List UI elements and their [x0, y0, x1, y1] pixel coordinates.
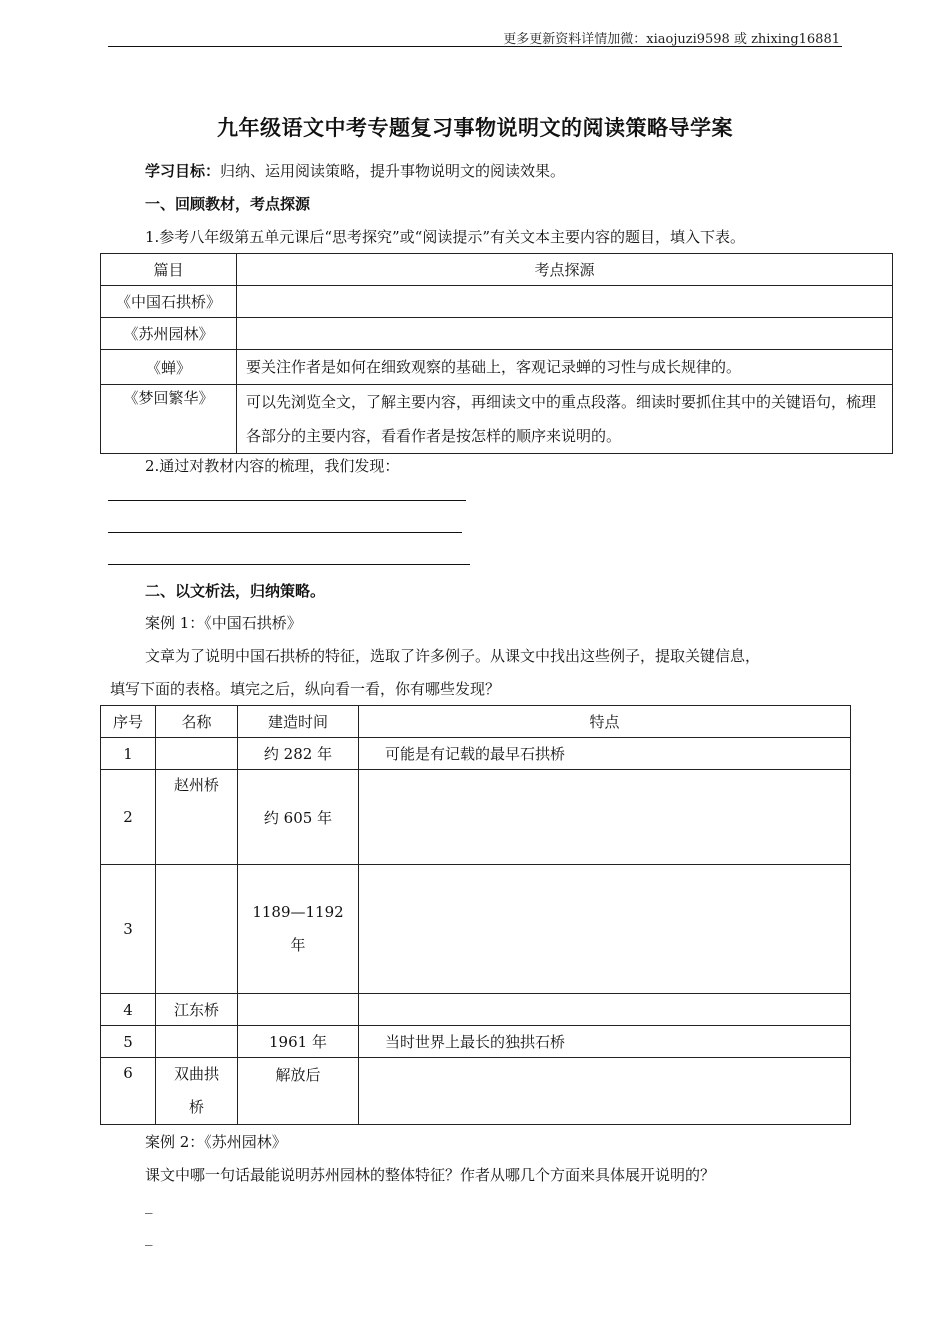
feature-cell: 当时世界上最长的独拱石桥	[359, 1026, 851, 1058]
table-header-row	[101, 254, 893, 286]
section2-heading: 二、以文析法，归纳策略。	[145, 582, 326, 600]
row-number: 1	[101, 738, 156, 770]
fill-in-cell[interactable]	[237, 318, 893, 350]
section1-question1: 1.参考八年级第五单元课后“思考探究”或“阅读提示”有关文本主要内容的题目，填入下表。	[145, 228, 745, 246]
answer-blank[interactable]: _	[145, 1196, 153, 1214]
answer-line[interactable]	[108, 500, 466, 501]
answer-line[interactable]	[108, 564, 470, 565]
row-number: 4	[101, 994, 156, 1026]
build-time-cell[interactable]	[238, 994, 359, 1026]
feature-cell[interactable]	[359, 1058, 851, 1125]
page-title: 九年级语文中考专题复习事物说明文的阅读策略导学案	[217, 116, 733, 140]
bridge-name-cell	[156, 1058, 238, 1125]
row-number: 3	[101, 865, 156, 994]
section1-question2: 2.通过对教材内容的梳理，我们发现：	[145, 457, 400, 475]
build-time-line1: 1189—1192	[252, 903, 344, 921]
header-cell: 篇目	[101, 254, 237, 286]
answer-line[interactable]	[108, 532, 462, 533]
text-title-cell: 《蝉》	[101, 350, 237, 385]
build-time-cell: 约 282 年	[238, 738, 359, 770]
feature-cell[interactable]	[359, 994, 851, 1026]
bridge-name-line2: 桥	[188, 1098, 204, 1116]
feature-cell[interactable]	[359, 770, 851, 865]
bridge-name-line1: 双曲拱	[173, 1065, 219, 1083]
case2-question: 课文中哪一句话最能说明苏州园林的整体特征？作者从哪几个方面来具体展开说明的？	[145, 1166, 716, 1184]
header-cell: 特点	[359, 706, 851, 738]
header-divider	[108, 46, 842, 47]
build-time-cell: 约 605 年	[238, 770, 359, 865]
content-cell: 可以先浏览全文，了解主要内容，再细读文中的重点段落。细读时要抓住其中的关键语句，梳理各部分的主要内容，看看作者是按怎样的顺序来说明的。	[237, 385, 893, 454]
case1-label: 案例 1：《中国石拱桥》	[145, 614, 302, 632]
header-cell: 名称	[156, 706, 238, 738]
content-cell: 要关注作者是如何在细致观察的基础上，客观记录蝉的习性与成长规律的。	[237, 350, 893, 385]
header-cell: 序号	[101, 706, 156, 738]
section1-heading: 一、回顾教材，考点探源	[145, 195, 311, 213]
table-header-row	[101, 706, 851, 738]
fill-in-cell[interactable]	[237, 286, 893, 318]
bridge-name-cell: 赵州桥	[156, 770, 238, 865]
build-time-line2: 年	[290, 936, 306, 954]
text-title-cell: 《苏州园林》	[101, 318, 237, 350]
bridge-name-cell[interactable]	[156, 865, 238, 994]
case1-paragraph-line2: 填写下面的表格。填完之后，纵向看一看，你有哪些发现？	[110, 680, 501, 698]
header-note: 更多更新资料详情加微：xiaojuzi9598 或 zhixing16881	[503, 32, 840, 47]
bridge-name-cell[interactable]	[156, 738, 238, 770]
table-row	[101, 1026, 851, 1058]
build-time-cell: 1961 年	[238, 1026, 359, 1058]
text-title-cell: 《梦回繁华》	[101, 385, 237, 454]
learning-goal-text: 归纳、运用阅读策略，提升事物说明文的阅读效果。	[220, 162, 566, 180]
row-number: 6	[101, 1058, 156, 1125]
case2-label: 案例 2：《苏州园林》	[145, 1133, 287, 1151]
table-row	[101, 385, 893, 454]
bridge-table	[100, 705, 851, 1125]
header-cell: 考点探源	[237, 254, 893, 286]
table-row	[101, 286, 893, 318]
case1-paragraph-line1: 文章为了说明中国石拱桥的特征，选取了许多例子。从课文中找出这些例子，提取关键信息，	[145, 647, 761, 665]
feature-cell: 可能是有记载的最早石拱桥	[359, 738, 851, 770]
learning-goal	[145, 160, 565, 181]
bridge-name-cell[interactable]	[156, 1026, 238, 1058]
table-row	[101, 770, 851, 865]
build-time-cell: 解放后	[238, 1058, 359, 1125]
table-row	[101, 1058, 851, 1125]
row-number: 5	[101, 1026, 156, 1058]
table-row	[101, 318, 893, 350]
build-time-cell	[238, 865, 359, 994]
table-row	[101, 350, 893, 385]
row-number: 2	[101, 770, 156, 865]
learning-goal-label: 学习目标：	[145, 162, 221, 180]
table-row	[101, 865, 851, 994]
textbook-table	[100, 253, 893, 454]
table-row	[101, 738, 851, 770]
feature-cell[interactable]	[359, 865, 851, 994]
text-title-cell: 《中国石拱桥》	[101, 286, 237, 318]
header-cell: 建造时间	[238, 706, 359, 738]
answer-blank[interactable]: _	[145, 1228, 153, 1246]
bridge-name-cell: 江东桥	[156, 994, 238, 1026]
table-row	[101, 994, 851, 1026]
